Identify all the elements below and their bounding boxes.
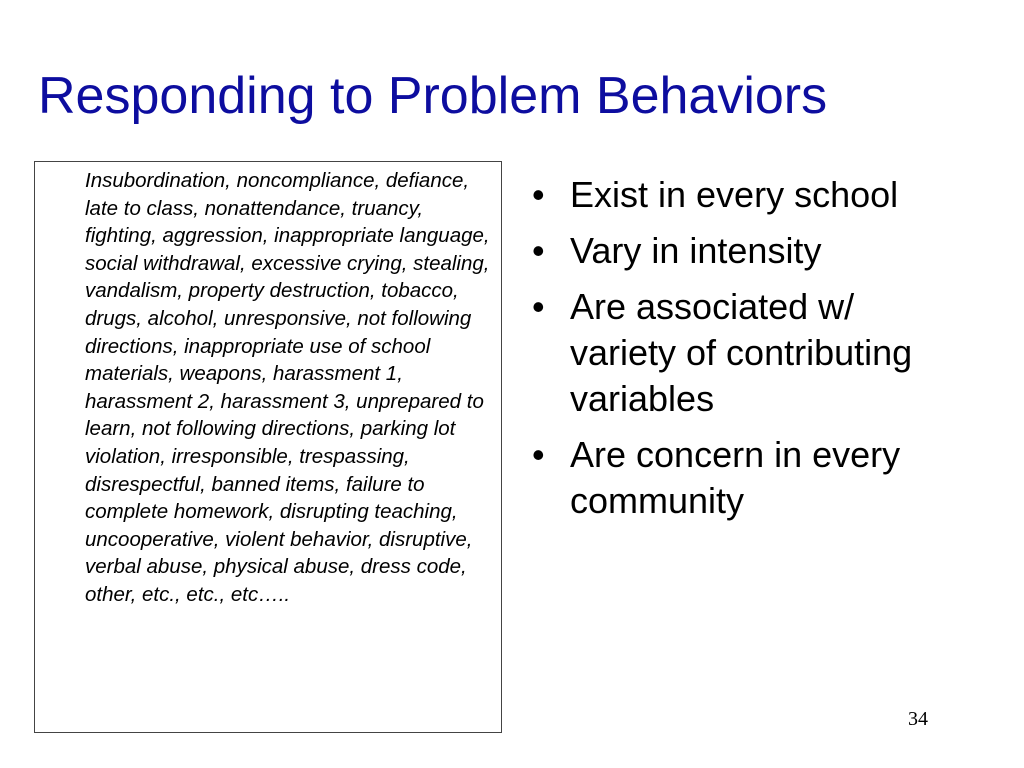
problem-behaviors-box xyxy=(34,161,502,733)
bullet-list xyxy=(532,172,952,534)
bullet-text: Vary in intensity xyxy=(570,230,822,271)
bullet-text: Are associated w/ variety of contributing variables xyxy=(570,286,913,419)
slide-title: Responding to Problem Behaviors xyxy=(38,67,828,125)
problem-behaviors-list-text: Insubordination, noncompliance, defiance, late to class, nonattendance, truancy, fighting, aggression, inappropriate language, social withdrawal, excessive crying, stealing, vandalism, property destruction, tobacco, drugs, alcohol, unresponsive, not following directions, inappropriate use of school materials, weapons, harassment 1, harassment 2, harassment 3, unprepared to learn, not following directions, parking lot violation, irresponsible, trespassing, disrespectful, banned items, failure to complete homework, disrupting teaching, uncooperative, violent behavior, disruptive, verbal abuse, physical abuse, dress code, other, etc., etc., etc….. xyxy=(85,169,490,606)
page-number: 34 xyxy=(908,708,928,730)
bullet-item xyxy=(532,284,952,422)
bullet-item xyxy=(532,228,952,274)
bullet-dot-icon: • xyxy=(532,286,545,327)
bullet-item xyxy=(532,172,952,218)
bullet-item xyxy=(532,432,952,524)
bullet-dot-icon: • xyxy=(532,434,545,475)
bullet-dot-icon: • xyxy=(532,230,545,271)
bullet-text: Are concern in every community xyxy=(570,434,901,521)
bullet-text: Exist in every school xyxy=(570,174,899,215)
bullet-dot-icon: • xyxy=(532,174,545,215)
